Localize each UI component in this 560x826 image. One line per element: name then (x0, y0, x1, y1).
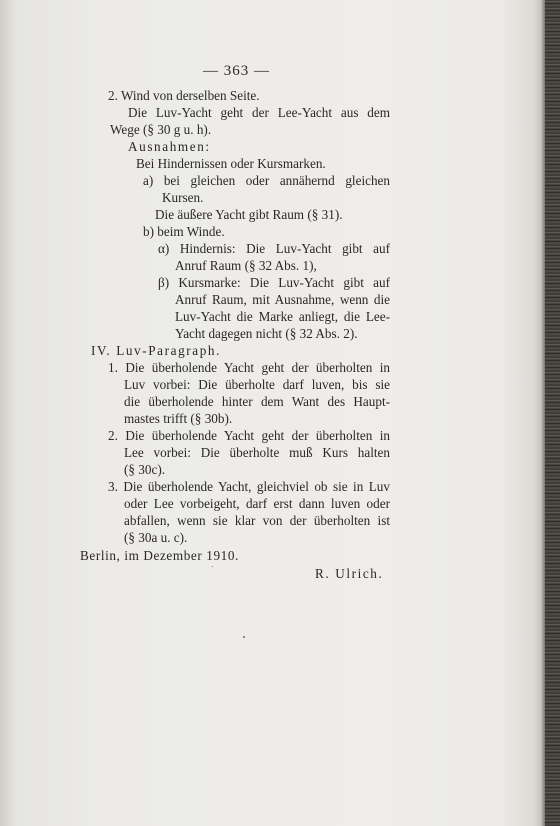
section-heading: Ausnahmen: (128, 139, 211, 154)
text-line: Lee vorbei: Die überholte muß Kurs halten (124, 445, 390, 460)
text-line: mastes trifft (§ 30b). (124, 411, 233, 426)
section-heading: IV. Luv-Paragraph. (91, 343, 221, 358)
text-line: b) beim Winde. (143, 224, 225, 239)
text-line: 2. Wind von derselben Seite. (108, 88, 260, 103)
text-line: Wege (§ 30 g u. h). (110, 122, 212, 137)
text-line: die überholende hinter dem Want des Haupt- (124, 394, 390, 409)
author-signature: R. Ulrich. (315, 566, 384, 581)
book-spine-edge (545, 0, 560, 826)
print-speck (243, 636, 245, 638)
text-line: Die Luv-Yacht geht der Lee-Yacht aus dem (128, 105, 390, 120)
print-speck (212, 566, 213, 567)
text-line: a) bei gleichen oder annähernd gleichen (143, 173, 390, 188)
text-line: Luv-Yacht die Marke anliegt, die Lee- (175, 309, 390, 324)
text-line: Yacht dagegen nicht (§ 32 Abs. 2). (175, 326, 358, 341)
text-line: Luv vorbei: Die überholte darf luven, bis sie (124, 377, 390, 392)
text-line: 1. Die überholende Yacht geht der überholten in (108, 360, 390, 375)
place-date-line: Berlin, im Dezember 1910. (80, 548, 239, 563)
text-line: 2. Die überholende Yacht geht der überholten in (108, 428, 390, 443)
text-line: Die äußere Yacht gibt Raum (§ 31). (155, 207, 343, 222)
text-line: Anruf Raum (§ 32 Abs. 1), (175, 258, 317, 273)
text-line: (§ 30a u. c). (124, 530, 188, 545)
text-line: α) Hindernis: Die Luv-Yacht gibt auf (158, 241, 390, 256)
text-line: (§ 30c). (124, 462, 166, 477)
text-line: β) Kursmarke: Die Luv-Yacht gibt auf (158, 275, 390, 290)
text-line: 3. Die überholende Yacht, gleichviel ob sie in Luv (108, 479, 390, 494)
text-line: Bei Hindernissen oder Kursmarken. (136, 156, 326, 171)
text-line: Anruf Raum, mit Ausnahme, wenn die (175, 292, 390, 307)
text-line: oder Lee vorbeigeht, darf erst dann luven oder (124, 496, 390, 511)
text-line: Kursen. (162, 190, 204, 205)
page-number: — 363 — (203, 63, 270, 79)
text-line: abfallen, wenn sie klar von der überholten ist (124, 513, 390, 528)
